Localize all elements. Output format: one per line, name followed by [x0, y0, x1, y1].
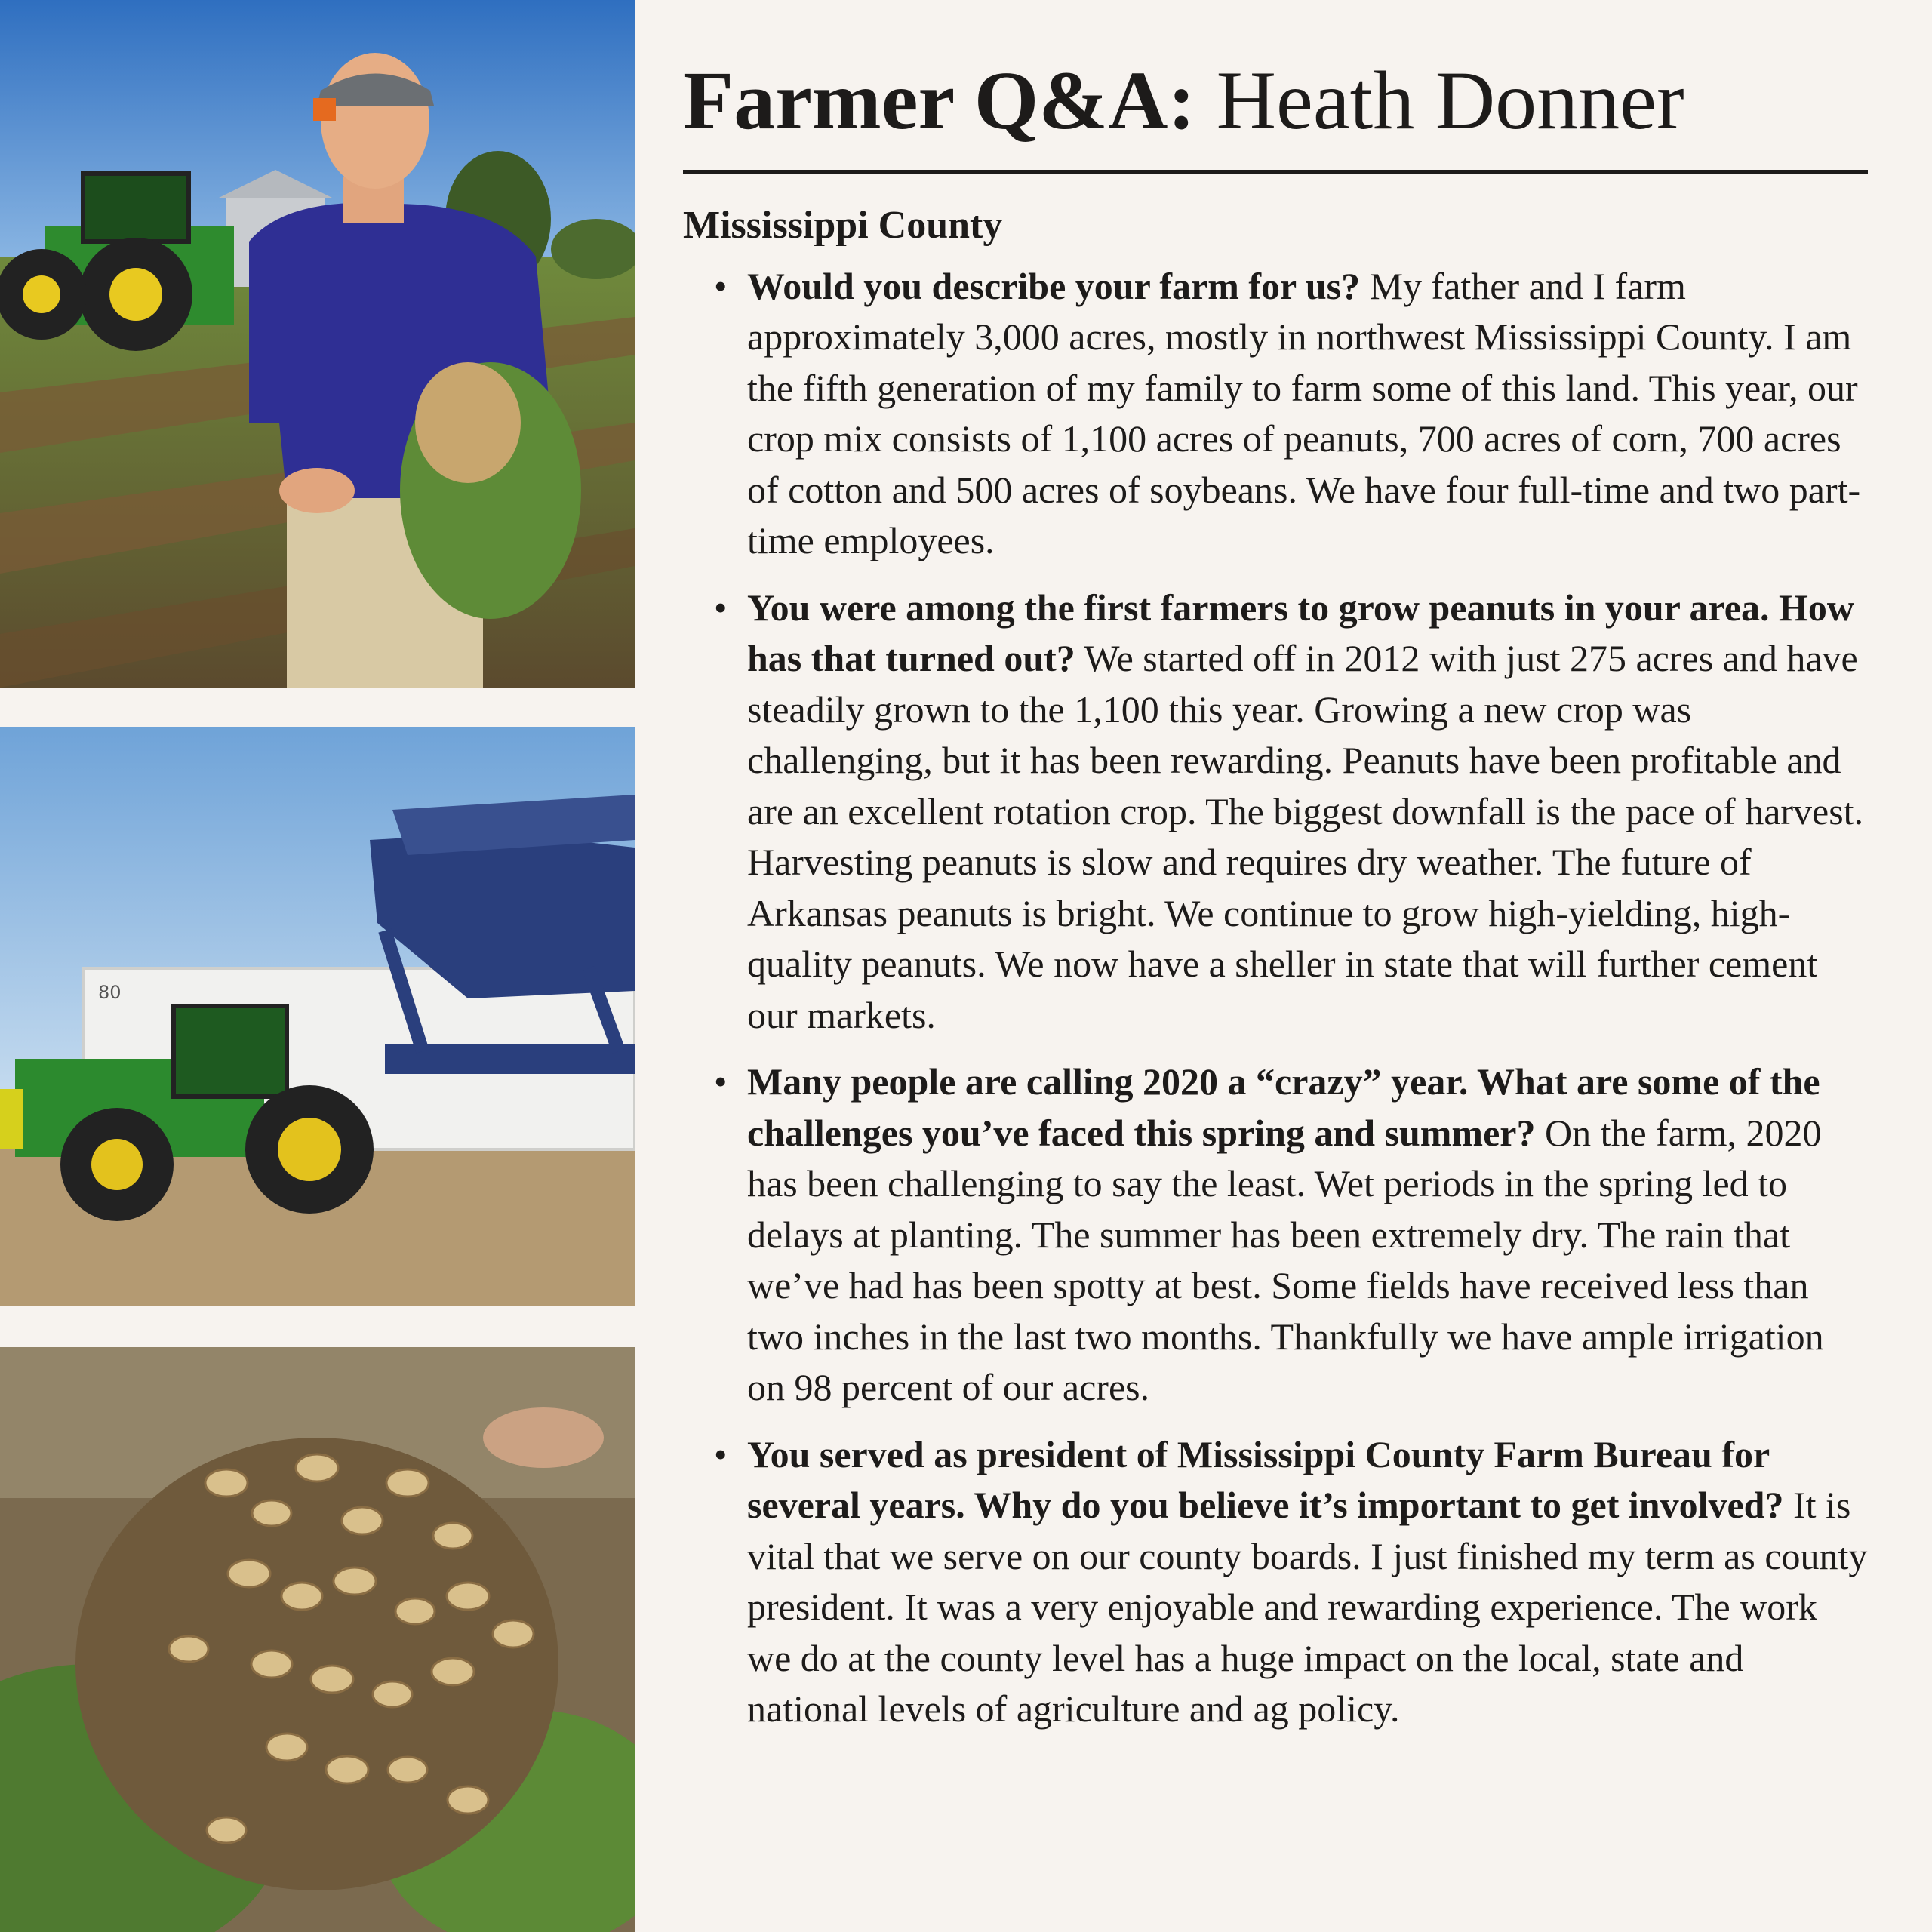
qa-item	[714, 261, 1868, 567]
title-lead: Farmer Q&A:	[683, 54, 1196, 146]
question-text: You served as president of Mississippi County Farm Bureau for several years. Why do you believe it’s important to get involved?	[747, 1432, 1784, 1527]
trailer-number-label: 80	[98, 982, 122, 1003]
qa-item	[714, 1429, 1868, 1735]
question-text: Would you describe your farm for us?	[747, 264, 1361, 307]
qa-item	[714, 583, 1868, 1041]
answer-text: We started off in 2012 with just 275 acres and have steadily grown to the 1,100 this year. Growing a new crop was challenging, but it has been rewarding. Peanuts have been profitable and are an excellent rotation crop. The biggest downfall is the pace of harvest. Harvesting peanuts is slow and requires dry weather. The future of Arkansas peanuts is bright. We continue to grow high-yielding, high-quality peanuts. We now have a sheller in state that will further cement our markets.	[747, 637, 1864, 1036]
farmer-portrait-photo	[0, 0, 635, 688]
photo-column	[0, 0, 635, 1932]
bullet-icon: •	[714, 1060, 728, 1103]
qa-list	[683, 261, 1868, 1735]
article	[683, 53, 1868, 1751]
answer-text: My father and I farm approximately 3,000 acres, mostly in northwest Mississippi County. I am the fifth generation of my family to farm some of this land. This year, our crop mix consists of 1,100 acres of peanuts, 700 acres of corn, 700 acres of cotton and 500 acres of soybeans. We have four full-time and two part-time employees.	[747, 264, 1861, 562]
title-name: Heath Donner	[1195, 54, 1684, 146]
question-text: You were among the first farmers to grow peanuts in your area. How has that turned out?	[747, 586, 1854, 680]
qa-item	[714, 1057, 1868, 1414]
county-heading: Mississippi County	[683, 203, 1003, 247]
question-text: Many people are calling 2020 a “crazy” year. What are some of the challenges you’ve faced this spring and summer?	[747, 1060, 1820, 1154]
peanut-closeup-photo	[0, 1347, 635, 1932]
bullet-icon: •	[714, 1432, 728, 1475]
answer-text: On the farm, 2020 has been challenging to say the least. Wet periods in the spring led to delays at planting. The summer has been extremely dry. The rain that we’ve had has been spotty at best. Some fields have received less than two inches in the last two months. Thankfully we have ample irrigation on 98 percent of our acres.	[747, 1111, 1824, 1409]
answer-text: It is vital that we serve on our county boards. I just finished my term as county president. It was a very enjoyable and rewarding experience. The work we do at the county level has a huge impact on the local, state and national levels of agriculture and ag policy.	[747, 1484, 1868, 1730]
tractor-wagon-photo	[0, 727, 635, 1306]
page-title	[683, 53, 1868, 174]
bullet-icon: •	[714, 586, 728, 629]
bullet-icon: •	[714, 264, 728, 307]
